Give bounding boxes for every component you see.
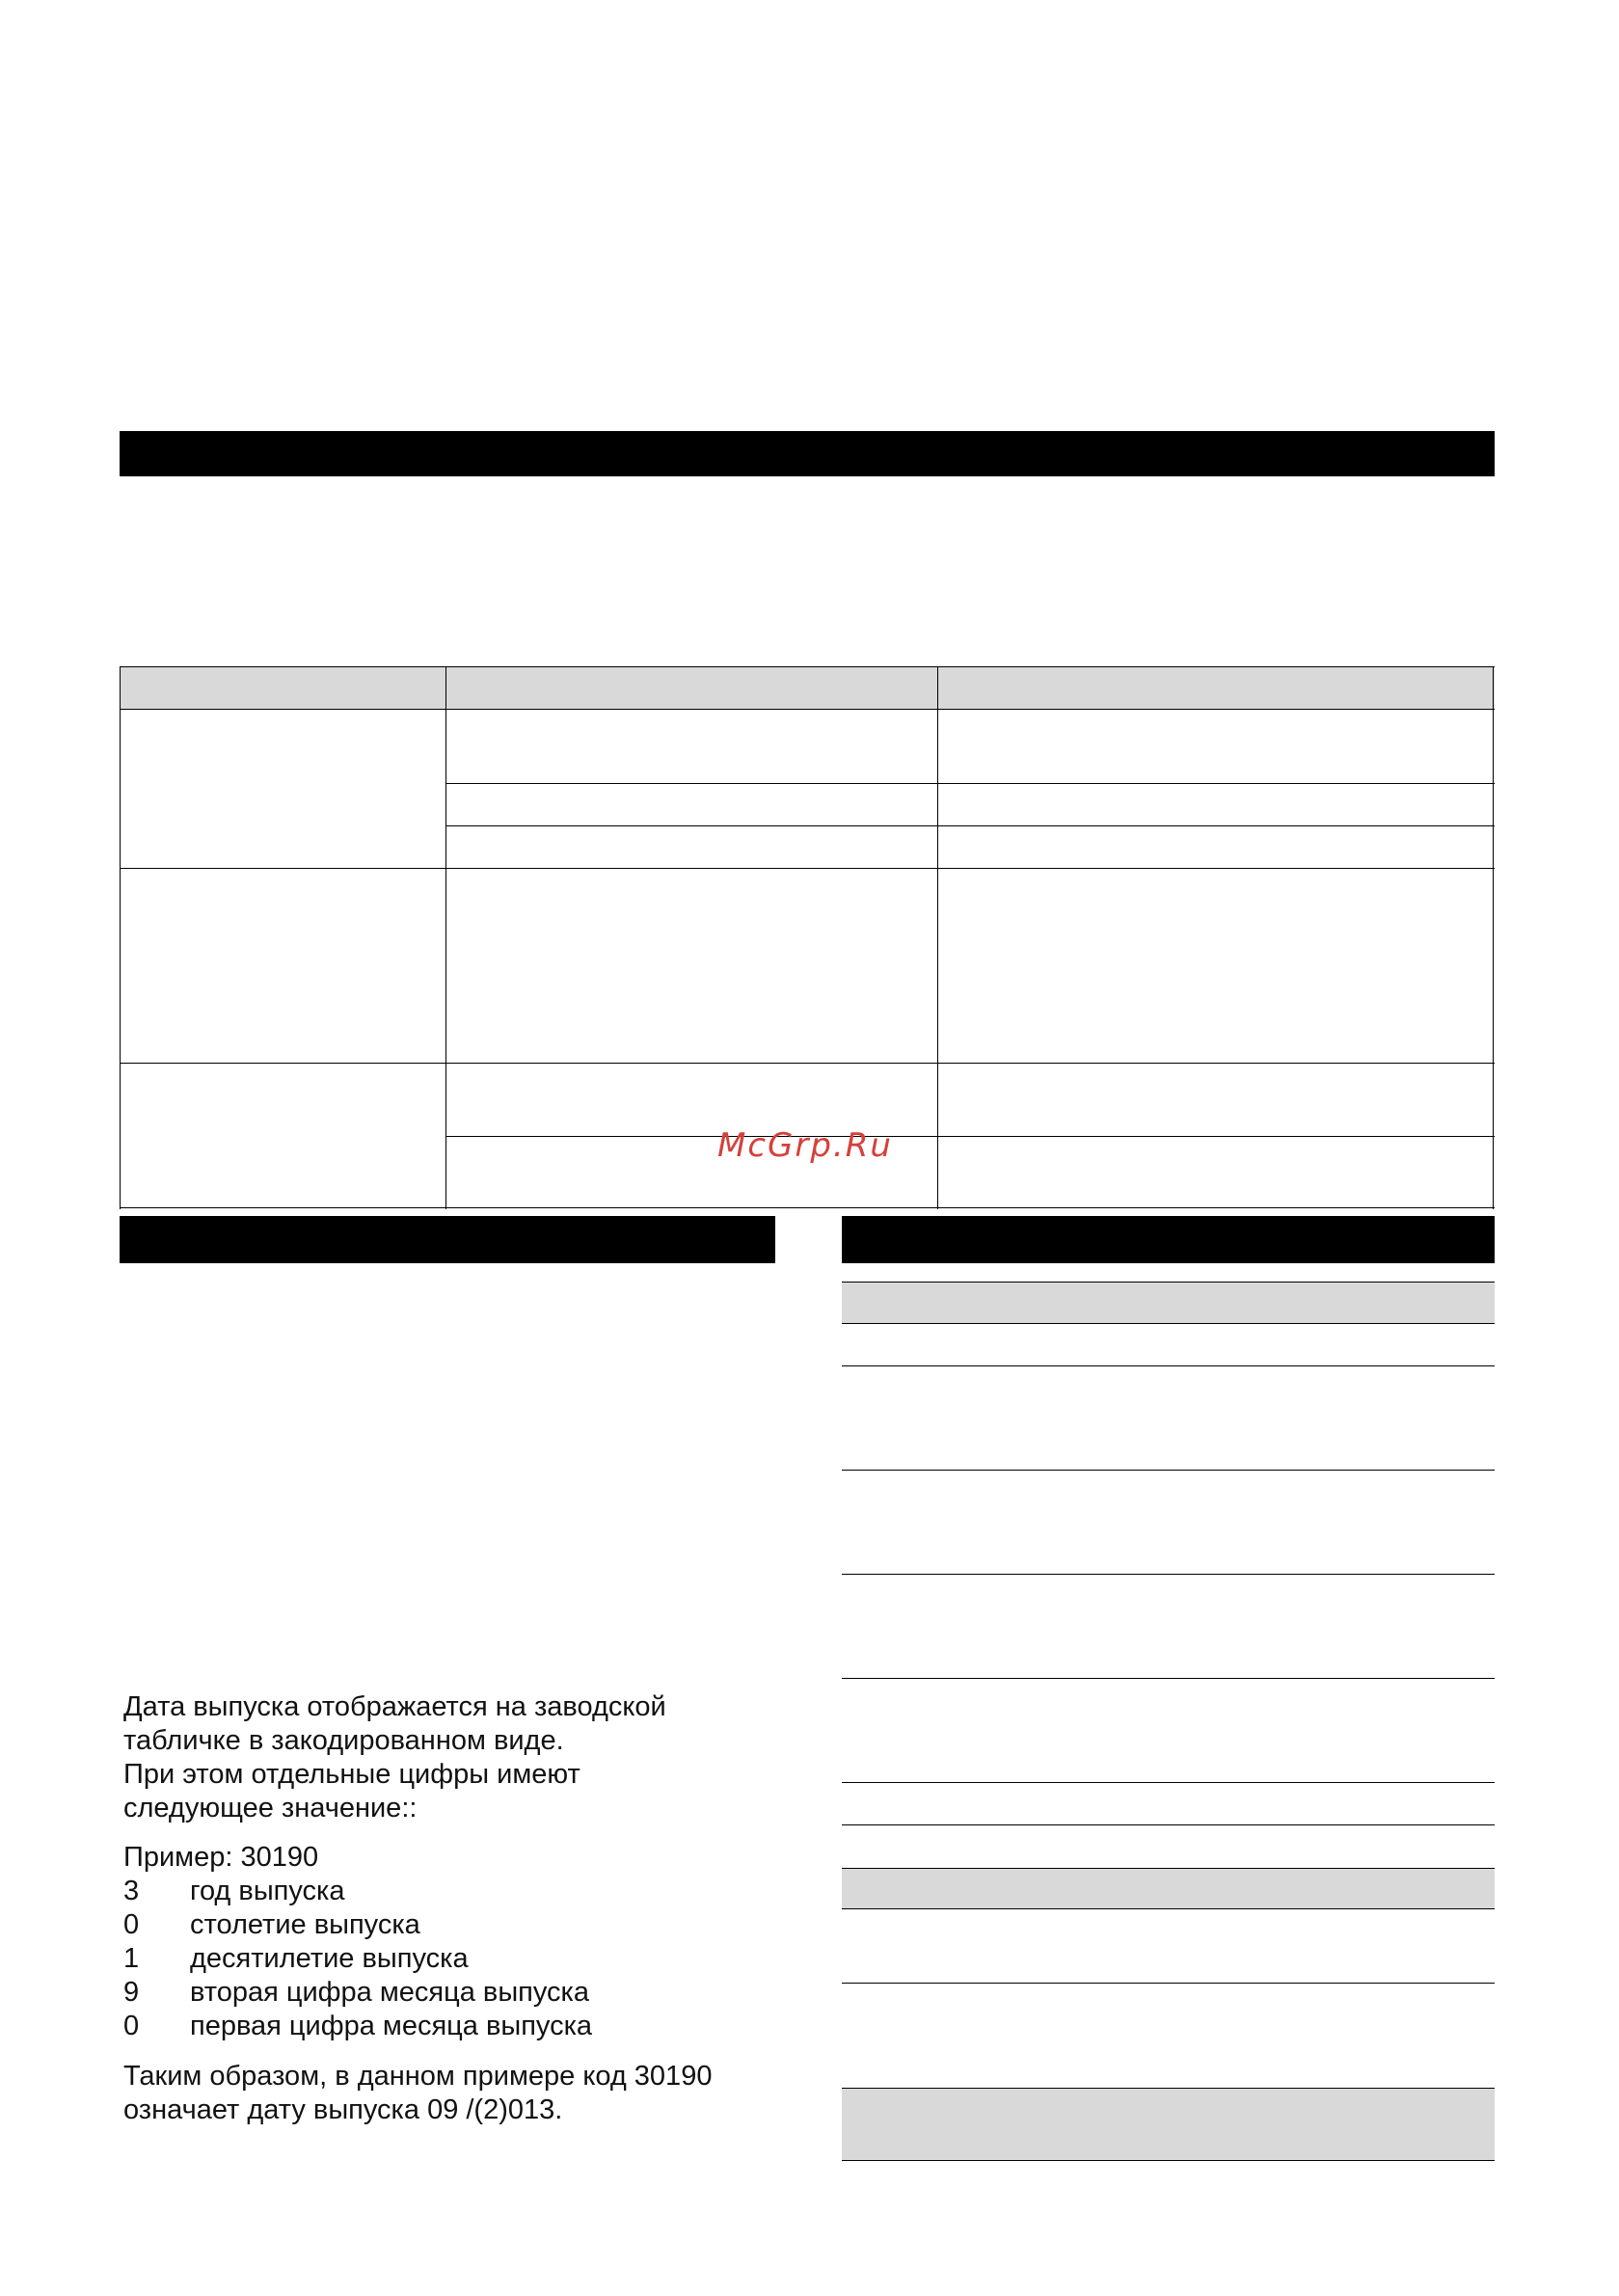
table-row-line — [842, 1908, 1495, 1909]
table-subrow-line — [445, 1136, 1495, 1137]
table-row-line — [120, 709, 1495, 710]
table-row-line — [842, 1282, 1495, 1283]
code-row — [123, 1908, 420, 1942]
table-row-line — [842, 1365, 1495, 1366]
code-meaning: год выпуска — [190, 1876, 345, 1906]
code-digit: 0 — [123, 1909, 140, 1940]
table-row-line — [842, 1824, 1495, 1825]
table-subrow-line — [445, 783, 1495, 784]
table-group-header — [842, 2088, 1495, 2160]
table-row-line — [120, 1063, 1495, 1064]
code-digit: 3 — [123, 1876, 140, 1906]
code-row — [123, 1942, 469, 1976]
code-meaning: столетие выпуска — [190, 1909, 420, 1940]
section-header-bar-right — [842, 1216, 1495, 1263]
table-subrow-line — [445, 825, 1495, 826]
date-intro-line-4: следующее значение:: — [123, 1793, 418, 1823]
table-border-right — [1493, 666, 1494, 1209]
code-digit: 1 — [123, 1943, 140, 1974]
table-border-bottom — [120, 1207, 1495, 1208]
table-row-line — [120, 868, 1495, 869]
date-conclusion-line-1: Таким образом, в данном примере код 30190 — [123, 2061, 713, 2092]
table-row-line — [842, 1470, 1495, 1471]
date-intro-line-2: табличке в закодированном виде. — [123, 1725, 564, 1756]
date-intro-line-3: При этом отдельные цифры имеют — [123, 1759, 580, 1790]
table-column-separator — [445, 666, 446, 1209]
table-column-separator — [937, 666, 938, 1209]
date-conclusion-line-2: означает дату выпуска 09 /(2)013. — [123, 2094, 563, 2125]
table-border-top — [120, 666, 1495, 667]
table-border-left — [120, 666, 121, 1209]
code-digit: 9 — [123, 1977, 140, 2008]
section-header-bar-top — [120, 431, 1495, 476]
table-row-line — [842, 2160, 1495, 2161]
table-row-line — [842, 1574, 1495, 1575]
technical-data-table — [842, 1280, 1495, 2162]
code-meaning: десятилетие выпуска — [190, 1943, 469, 1974]
watermark: McGrp.Ru — [717, 1126, 893, 1165]
code-digit: 0 — [123, 2011, 140, 2041]
table-group-header — [842, 1868, 1495, 1908]
table-row-line — [842, 1782, 1495, 1783]
table-header-row — [120, 666, 1495, 709]
table-group-header — [842, 1282, 1495, 1323]
table-row-line — [842, 1678, 1495, 1679]
table-row-line — [842, 1323, 1495, 1324]
code-meaning: вторая цифра месяца выпуска — [190, 1977, 590, 2008]
code-row — [123, 1976, 589, 2010]
date-example: Пример: 30190 — [123, 1842, 319, 1873]
code-meaning: первая цифра месяца выпуска — [190, 2011, 593, 2041]
date-intro-line-1: Дата выпуска отображается на заводской — [123, 1691, 666, 1722]
table-row-line — [842, 2088, 1495, 2089]
section-header-bar-left — [120, 1216, 775, 1263]
table-row-line — [842, 1868, 1495, 1869]
code-row — [123, 1875, 345, 1908]
code-row — [123, 2010, 592, 2043]
table-row-line — [842, 1983, 1495, 1984]
